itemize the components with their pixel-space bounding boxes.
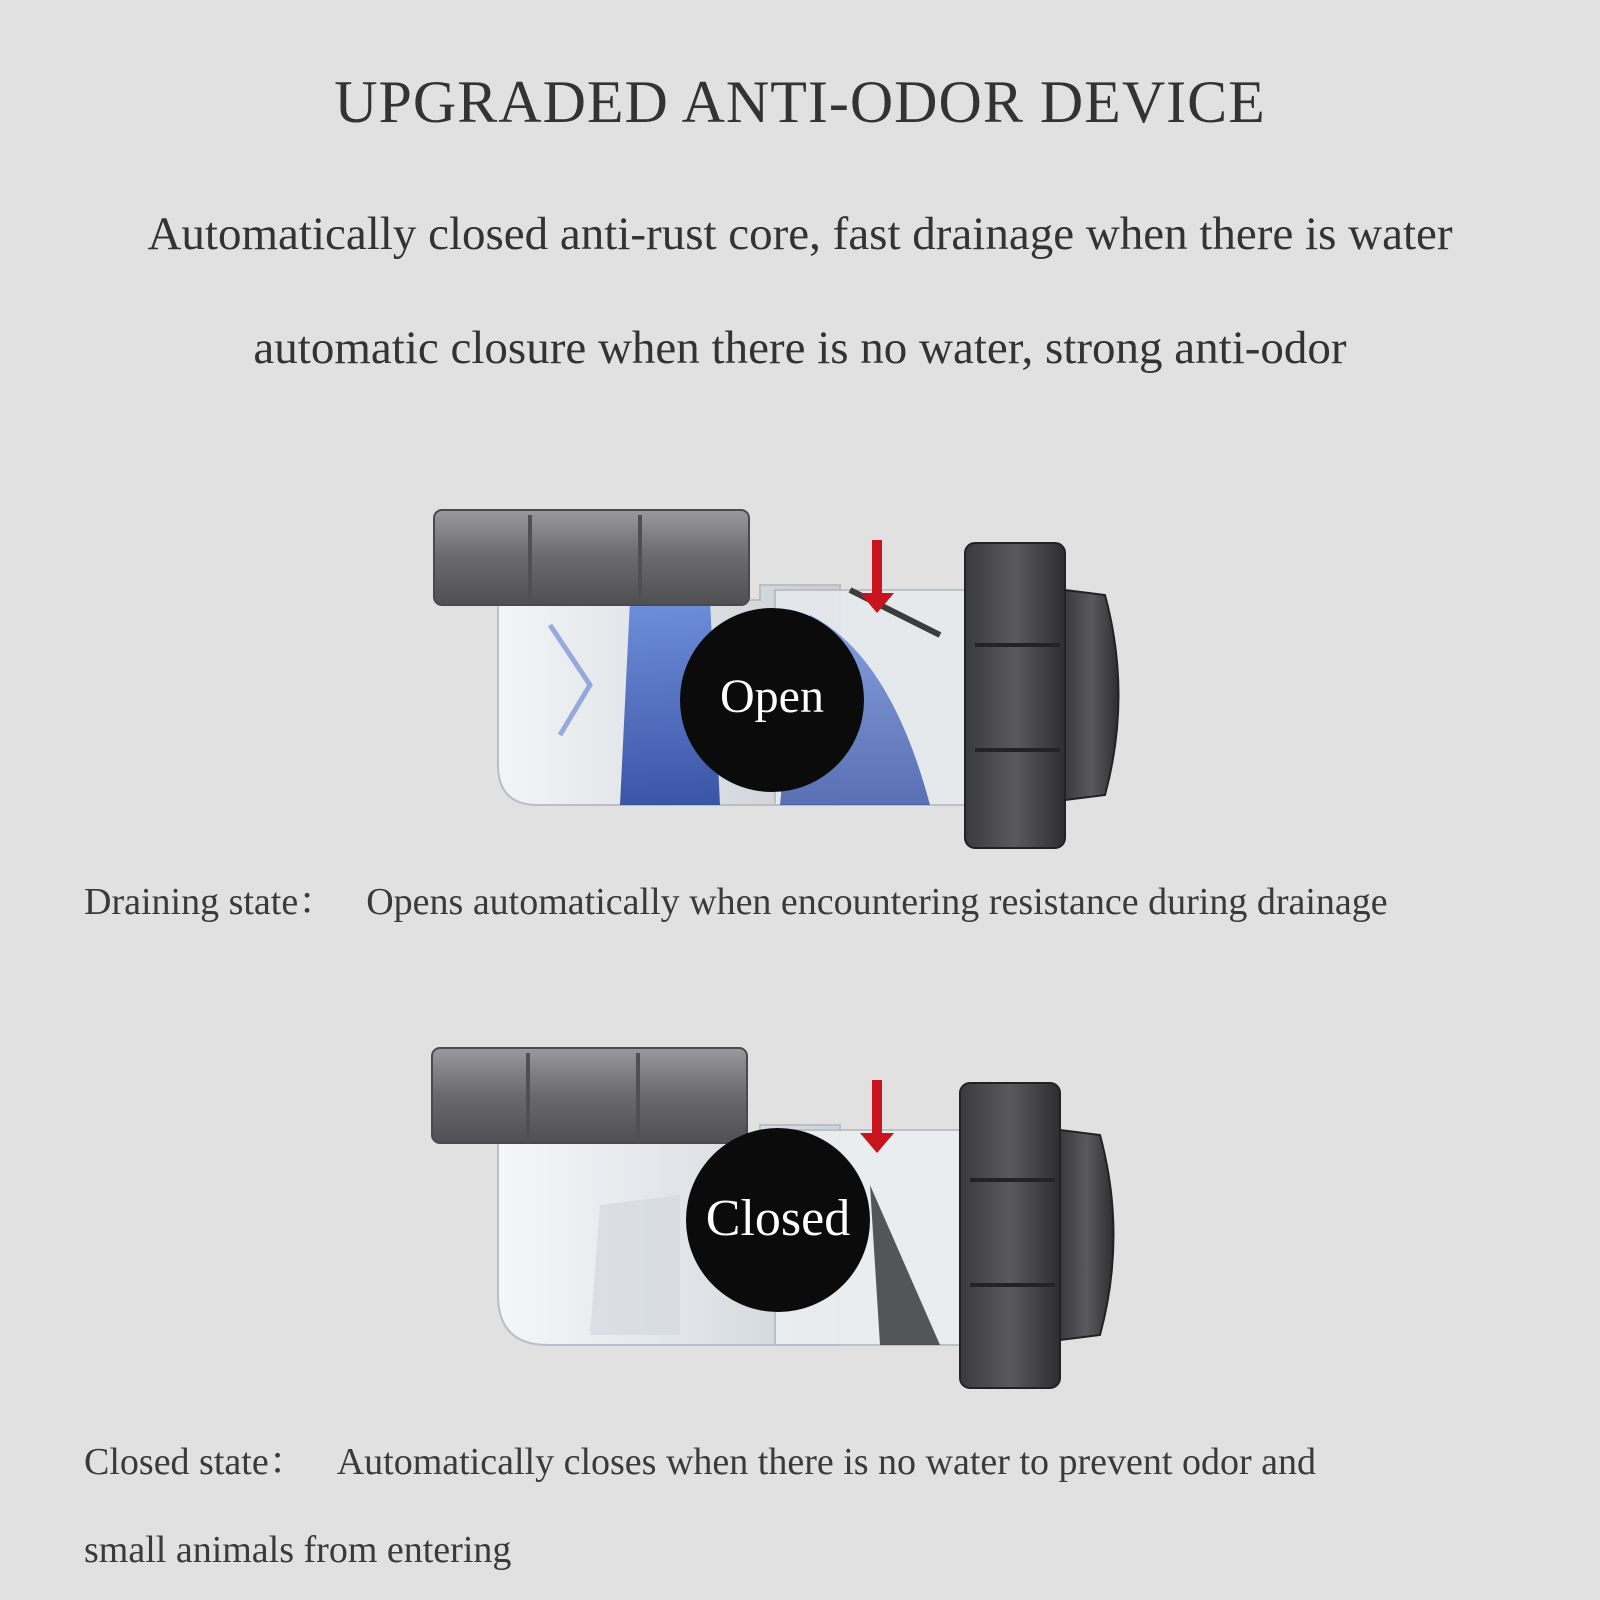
right-cap: [965, 543, 1119, 848]
closed-state-caption: [84, 1438, 1316, 1486]
closed-state-caption-line2: small animals from entering: [84, 1529, 512, 1571]
closed-state-label: Closed state：: [84, 1441, 307, 1483]
open-state-caption: [84, 878, 1388, 926]
intro-line-2: automatic closure when there is no water, strong anti-odor: [253, 322, 1347, 374]
closed-badge-label: Closed: [705, 1190, 851, 1247]
open-state-illustration: [420, 505, 1160, 875]
closed-state-description: Automatically closes when there is no water to prevent odor and: [336, 1441, 1316, 1483]
open-state-description: Opens automatically when encountering resistance during drainage: [366, 881, 1388, 923]
top-nut-closed: [432, 1048, 747, 1143]
top-nut: [434, 510, 749, 605]
intro-line-1: Automatically closed anti-rust core, fast drainage when there is water: [147, 208, 1453, 260]
right-cap-closed: [960, 1083, 1114, 1388]
open-state-label: Draining state：: [84, 881, 337, 923]
closed-state-illustration: [420, 1045, 1160, 1415]
page-title: UPGRADED ANTI-ODOR DEVICE: [334, 69, 1266, 135]
open-badge-label: Open: [720, 670, 824, 723]
